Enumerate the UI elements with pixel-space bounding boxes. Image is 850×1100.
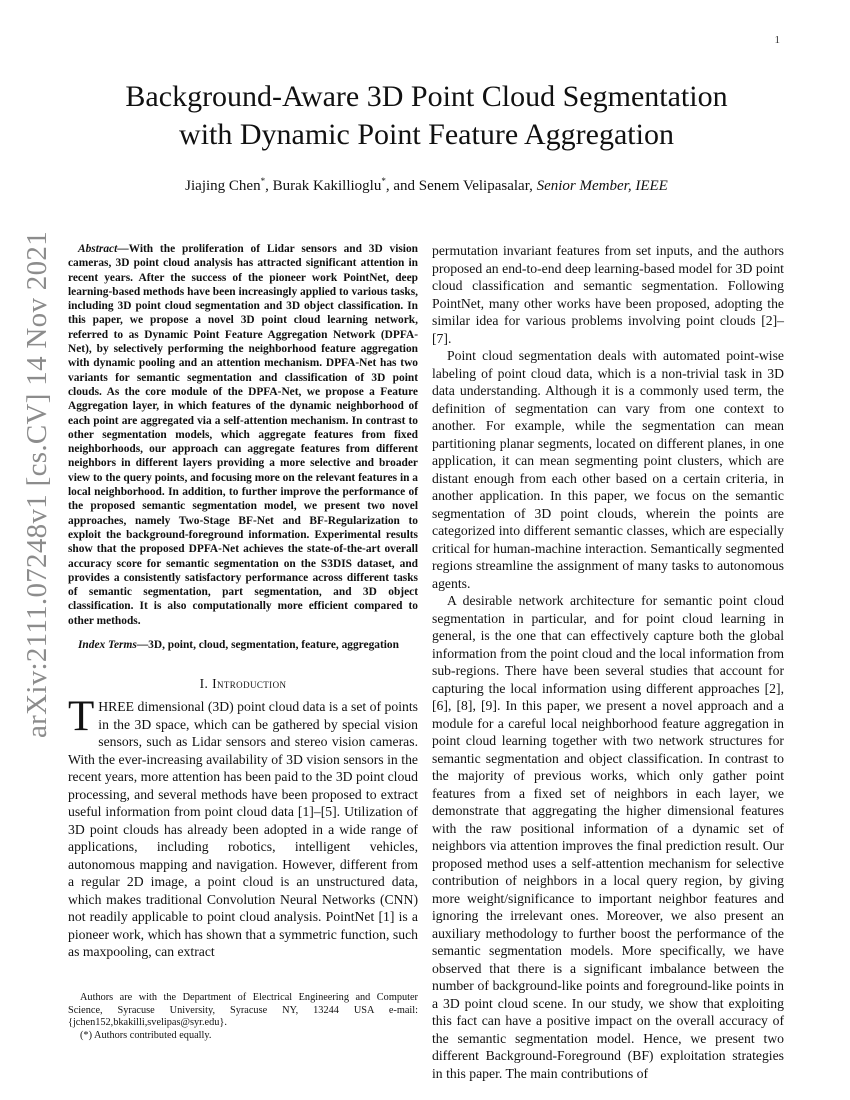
intro-paragraph-1-text: HREE dimensional (3D) point cloud data is a set of points in the 3D space, which can be gathered by special vision sensors, such as Lidar sensors and stereo vision cameras. With the ever-increasing availability of 3D vision sensors in the recent years, more attention has been paid to the 3D point cloud processing, and several methods have been proposed to extract useful information from point cloud data [1]–[5]. Utilization of 3D point clouds has already been adopted in a wide range of applications, including robotics, intelligent vehicles, autonomous mapping and navigation. However, different from a regular 2D image, a point cloud is an unstructured data, which makes traditional Convolution Neural Networks (CNN) not readily applicable to point cloud analysis. PointNet [1] is a pioneer work, which has shown that a symmetric function, such as maxpooling, can extract [68, 699, 418, 960]
index-terms-text: —3D, point, cloud, segmentation, feature, aggregation [136, 639, 399, 652]
intro-paragraph-3: A desirable network architecture for semantic point cloud segmentation in particular, and for point cloud learning in general, is the one that can effectively capture both the global information from the point cloud and the local information from sub-regions. There have been several studies that account for capturing the local information using different approaches [2], [6], [8], [9]. In this paper, we present a novel approach and a module for a careful local neighborhood feature aggregation in point cloud learning together with two network structures for semantic segmentation and object classification. In contrast to the majority of previous works, which only gather point features from a fixed set of neighbors in each layer, we demonstrate that aggregating the higher dimensional features with the raw positional information of a dynamic set of neighbors via attention improves the final prediction result. Our proposed method uses a self-attention mechanism for selective contribution of neighbors in a local query region, by giving more weight/significance to important neighbor features and ignoring the irrelevant ones. Moreover, we also present an auxiliary methodology to further boost the performance of the semantic segmentation models. More specifically, we have observed that there is a significant imbalance between the number of background-like points and foreground-like points in a 3D point cloud scene. In our study, we show that exploiting this fact can have a positive impact on the overall accuracy of the semantic segmentation model. Hence, we present two different Background-Foreground (BF) exploitation strategies in this paper. The main contributions of [432, 593, 784, 1081]
index-terms [68, 638, 418, 652]
arxiv-id: arXiv:2111.07248v1 [cs.CV] 14 Nov 2021 [21, 230, 54, 738]
footnote-affiliation: Authors are with the Department of Electrical Engineering and Computer Science, Syracuse University, Syracuse NY, 13244 USA e-mail: {jchen152,bkakilli,svelipas@syr.edu}. [68, 992, 418, 1028]
index-terms-lead: Index Terms [78, 639, 137, 652]
right-column [432, 242, 784, 1082]
left-column [68, 242, 418, 961]
section-heading [68, 676, 418, 692]
intro-paragraph-1-continued: permutation invariant features from set inputs, and the authors proposed an end-to-end deep learning-based model for 3D point cloud classification and semantic segmentation. Following PointNet, many other works have been proposed, adopting the similar idea for various problems involving point clouds [2]–[7]. [432, 243, 784, 346]
paper-title [70, 78, 783, 154]
abstract [68, 242, 418, 628]
abstract-lead: Abstract [78, 243, 118, 255]
author-line: Jiajing Chen*, Burak Kakillioglu*, and Senem Velipasalar, Senior Member, IEEE [185, 176, 668, 194]
footnote [68, 992, 418, 1042]
abstract-text: —With the proliferation of Lidar sensors and 3D vision cameras, 3D point cloud analysis has attracted significant attention in recent years. After the success of the pioneer work PointNet, deep learning-based methods have been increasingly applied to various tasks, including 3D point cloud segmentation and 3D object classification. In this paper, we propose a novel 3D point cloud learning network, referred to as Dynamic Point Feature Aggregation Network (DPFA-Net), by selectively performing the neighborhood feature aggregation with dynamic pooling and an attention mechanism. DPFA-Net has two variants for semantic segmentation and classification of 3D point clouds. As the core module of the DPFA-Net, we propose a Feature Aggregation layer, in which features of the dynamic neighborhood of each point are aggregated via a self-attention mechanism. In contrast to other segmentation models, which aggregate features from fixed neighborhoods, our approach can aggregate features from different neighbors in different layers providing a more selective and broader view to the query points, and focusing more on the relevant features in a local neighborhood. In addition, to further improve the performance of the proposed semantic segmentation model, we present two novel approaches, namely Two-Stage BF-Net and BF-Regularization to exploit the background-foreground information. Experimental results show that the proposed DPFA-Net achieves the state-of-the-art overall accuracy score for semantic segmentation on the S3DIS dataset, and provides a consistently satisfactory performance across different tasks of semantic segmentation, part segmentation, and 3D object classification. It is also computationally more efficient compared to other methods. [68, 243, 418, 627]
intro-paragraph-2: Point cloud segmentation deals with automated point-wise labeling of point cloud data, which is a non-trivial task in 3D data understanding. Although it is a commonly used term, the definition of segmentation can vary from one context to another. For example, while the segmentation can mean partitioning planar segments, located on different planes, in one application, it can mean segmenting point clusters, which are distant enough from each other based on a certain criteria, in another application. In this paper, we focus on the semantic segmentation of 3D point clouds, wherein the points are categorized into different semantic classes, which are especially critical for human-machine interaction. Semantically segmented regions streamline the assignment of many tasks to autonomous agents. [432, 348, 784, 591]
author-2: Burak Kakillioglu [272, 178, 382, 194]
arxiv-stamp [12, 230, 64, 738]
footnote-equal-contribution: (*) Authors contributed equally. [80, 1029, 212, 1041]
section-number: I. [199, 676, 209, 692]
section-title: Introduction [212, 676, 287, 692]
author-role: Senior Member, IEEE [536, 178, 668, 194]
page-number: 1 [774, 34, 780, 46]
author-3: and Senem Velipasalar [393, 178, 530, 194]
dropcap: T [68, 693, 95, 741]
title-line-1: Background-Aware 3D Point Cloud Segmentation [125, 80, 728, 113]
author-1: Jiajing Chen [185, 178, 261, 194]
title-line-2: with Dynamic Point Feature Aggregation [179, 118, 674, 151]
equal-contrib-mark: * [381, 176, 386, 186]
intro-paragraph-1 [68, 693, 418, 961]
equal-contrib-mark: * [260, 176, 266, 186]
